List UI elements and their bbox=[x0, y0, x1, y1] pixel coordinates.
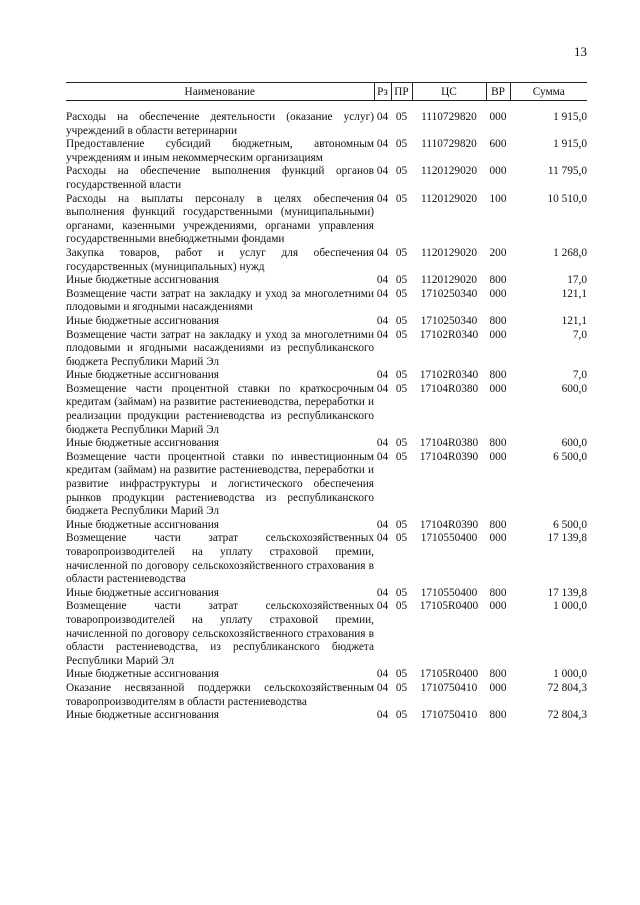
row-name: Иные бюджетные ассигнования bbox=[66, 709, 219, 722]
table-row bbox=[66, 274, 587, 288]
row-pr: 05 bbox=[395, 382, 408, 395]
column-header-vr: ВР bbox=[486, 83, 510, 101]
row-vr: 000 bbox=[489, 165, 507, 178]
row-cs: 17104R0390 bbox=[419, 518, 479, 531]
row-vr: 000 bbox=[489, 532, 507, 545]
row-name: Иные бюджетные ассигнования bbox=[66, 668, 219, 681]
row-vr: 800 bbox=[489, 668, 507, 681]
table-row bbox=[66, 437, 587, 451]
row-sum: 17 139,8 bbox=[547, 532, 587, 545]
row-name: Возмещение части затрат сельскохозяйственных товаропроизводителей на уплату страховой премии, начисленной по договору сельскохозяйственного страхования в области растениеводства, из республиканского бюджета Республики Марий Эл bbox=[66, 600, 374, 667]
row-vr: 100 bbox=[489, 192, 507, 205]
row-rz: 04 bbox=[376, 314, 389, 327]
row-pr: 05 bbox=[395, 450, 408, 463]
row-vr: 800 bbox=[489, 586, 507, 599]
row-cs: 17102R0340 bbox=[419, 328, 479, 341]
row-cs: 1710550400 bbox=[420, 586, 478, 599]
row-vr: 200 bbox=[489, 246, 507, 259]
row-pr: 05 bbox=[395, 192, 408, 205]
row-pr: 05 bbox=[395, 246, 408, 259]
row-name: Оказание несвязанной поддержки сельскохозяйственным товаропроизводителям в области растениеводства bbox=[66, 681, 374, 708]
row-vr: 000 bbox=[489, 600, 507, 613]
row-cs: 1710550400 bbox=[420, 532, 478, 545]
row-name: Возмещение части процентной ставки по инвестиционным кредитам (займам) на развитие растениеводства, переработки и развитие инфраструктуры и логистического обеспечения рынков продукции растениеводства из республиканского бюджета Республики Марий Эл bbox=[66, 450, 374, 518]
row-vr: 000 bbox=[489, 681, 507, 694]
row-sum: 7,0 bbox=[572, 369, 587, 382]
row-name: Иные бюджетные ассигнования bbox=[66, 437, 219, 450]
table-row bbox=[66, 532, 587, 586]
row-name: Предоставление субсидий бюджетным, автономным учреждениям и иным некоммерческим организациям bbox=[66, 138, 374, 164]
row-rz: 04 bbox=[376, 668, 389, 681]
row-name: Возмещение части затрат сельскохозяйственных товаропроизводителей на уплату страховой премии, начисленной по договору сельскохозяйственного страхования в области растениеводства bbox=[66, 532, 374, 586]
row-pr: 05 bbox=[395, 287, 408, 300]
row-rz: 04 bbox=[376, 709, 389, 722]
row-pr: 05 bbox=[395, 369, 408, 382]
row-vr: 000 bbox=[489, 111, 507, 123]
row-vr: 800 bbox=[489, 369, 507, 382]
row-vr: 800 bbox=[489, 314, 507, 327]
row-rz: 04 bbox=[376, 518, 389, 531]
row-sum: 1 000,0 bbox=[553, 668, 587, 681]
row-sum: 121,1 bbox=[561, 314, 587, 327]
row-cs: 1120129020 bbox=[420, 165, 478, 178]
row-name: Закупка товаров, работ и услуг для обеспечения государственных (муниципальных) нужд bbox=[66, 246, 374, 273]
row-pr: 05 bbox=[395, 668, 408, 681]
row-cs: 1710750410 bbox=[420, 709, 478, 722]
row-cs: 1120129020 bbox=[420, 192, 478, 205]
row-pr: 05 bbox=[395, 518, 408, 531]
row-rz: 04 bbox=[376, 450, 389, 463]
row-pr: 05 bbox=[395, 437, 408, 450]
row-cs: 1710250340 bbox=[420, 314, 478, 327]
table-row bbox=[66, 519, 587, 533]
table-row bbox=[66, 193, 587, 247]
table-row bbox=[66, 138, 587, 165]
row-sum: 17,0 bbox=[567, 274, 587, 287]
row-rz: 04 bbox=[376, 586, 389, 599]
row-sum: 1 000,0 bbox=[553, 600, 587, 613]
column-header-pr: ПР bbox=[391, 83, 412, 101]
table-row bbox=[66, 451, 587, 519]
row-pr: 05 bbox=[395, 532, 408, 545]
table-row bbox=[66, 383, 587, 437]
row-rz: 04 bbox=[376, 437, 389, 450]
row-name: Расходы на обеспечение выполнения функций органов государственной власти bbox=[66, 165, 374, 191]
column-header-sum: Сумма bbox=[510, 83, 587, 101]
row-sum: 6 500,0 bbox=[553, 450, 587, 463]
row-name: Возмещение части процентной ставки по краткосрочным кредитам (займам) на развитие растениеводства, переработки и реализации продукции растениеводства из республиканского бюджета Республики Марий Эл bbox=[66, 382, 374, 436]
table-row bbox=[66, 587, 587, 601]
row-pr: 05 bbox=[395, 314, 408, 327]
row-sum: 10 510,0 bbox=[547, 192, 587, 205]
row-vr: 000 bbox=[489, 287, 507, 300]
row-pr: 05 bbox=[395, 111, 408, 123]
row-name: Иные бюджетные ассигнования bbox=[66, 274, 219, 287]
row-name: Иные бюджетные ассигнования bbox=[66, 314, 219, 327]
row-vr: 600 bbox=[489, 138, 507, 151]
row-vr: 800 bbox=[489, 437, 507, 450]
row-cs: 1110729820 bbox=[421, 138, 477, 151]
row-rz: 04 bbox=[376, 274, 389, 287]
row-pr: 05 bbox=[395, 709, 408, 722]
table-row bbox=[66, 369, 587, 383]
row-rz: 04 bbox=[376, 246, 389, 259]
row-cs: 17102R0340 bbox=[419, 369, 479, 382]
row-sum: 1 268,0 bbox=[553, 246, 587, 259]
row-cs: 17104R0390 bbox=[419, 450, 479, 463]
row-name: Возмещение части затрат на закладку и уход за многолетними плодовыми и ягодными насаждениями из республиканского бюджета Республики Марий Эл bbox=[66, 328, 374, 368]
row-vr: 800 bbox=[489, 274, 507, 287]
table-row bbox=[66, 709, 587, 723]
column-header-rz: Рз bbox=[374, 83, 391, 101]
row-cs: 1710750410 bbox=[420, 681, 478, 694]
row-pr: 05 bbox=[395, 138, 408, 151]
row-cs: 17104R0380 bbox=[419, 437, 479, 450]
row-cs: 1110729820 bbox=[421, 111, 477, 123]
row-sum: 6 500,0 bbox=[553, 518, 587, 531]
row-sum: 17 139,8 bbox=[547, 586, 587, 599]
row-rz: 04 bbox=[376, 111, 389, 123]
row-rz: 04 bbox=[376, 138, 389, 151]
row-rz: 04 bbox=[376, 600, 389, 613]
row-pr: 05 bbox=[395, 328, 408, 341]
row-vr: 000 bbox=[489, 382, 507, 395]
row-sum: 121,1 bbox=[561, 287, 587, 300]
row-pr: 05 bbox=[395, 274, 408, 287]
table-row bbox=[66, 682, 587, 709]
table-row bbox=[66, 247, 587, 274]
row-cs: 17105R0400 bbox=[419, 600, 479, 613]
row-rz: 04 bbox=[376, 369, 389, 382]
row-pr: 05 bbox=[395, 586, 408, 599]
table-body bbox=[66, 101, 587, 723]
budget-table bbox=[66, 82, 587, 723]
row-rz: 04 bbox=[376, 192, 389, 205]
row-sum: 7,0 bbox=[572, 328, 587, 341]
row-name: Иные бюджетные ассигнования bbox=[66, 518, 219, 531]
row-pr: 05 bbox=[395, 600, 408, 613]
row-vr: 000 bbox=[489, 450, 507, 463]
row-rz: 04 bbox=[376, 165, 389, 178]
row-sum: 72 804,3 bbox=[547, 709, 587, 722]
row-rz: 04 bbox=[376, 287, 389, 300]
table-row bbox=[66, 101, 587, 139]
table-header bbox=[66, 83, 587, 101]
row-cs: 1710250340 bbox=[420, 287, 478, 300]
table-row bbox=[66, 600, 587, 668]
row-cs: 17105R0400 bbox=[419, 668, 479, 681]
row-pr: 05 bbox=[395, 165, 408, 178]
row-vr: 000 bbox=[489, 328, 507, 341]
table-row bbox=[66, 288, 587, 315]
row-cs: 1120129020 bbox=[420, 274, 478, 287]
page-number: 13 bbox=[574, 44, 587, 59]
row-name: Иные бюджетные ассигнования bbox=[66, 586, 219, 599]
row-vr: 800 bbox=[489, 518, 507, 531]
row-rz: 04 bbox=[376, 532, 389, 545]
row-sum: 72 804,3 bbox=[547, 681, 587, 694]
row-pr: 05 bbox=[395, 681, 408, 694]
table-row bbox=[66, 329, 587, 370]
table-row bbox=[66, 315, 587, 329]
column-header-name: Наименование bbox=[66, 83, 374, 101]
row-name: Расходы на обеспечение деятельности (оказание услуг) учреждений в области ветеринарии bbox=[66, 111, 374, 137]
row-sum: 600,0 bbox=[561, 382, 587, 395]
row-cs: 1120129020 bbox=[420, 246, 478, 259]
row-rz: 04 bbox=[376, 681, 389, 694]
row-name: Иные бюджетные ассигнования bbox=[66, 369, 219, 382]
table-row bbox=[66, 668, 587, 682]
row-name: Возмещение части затрат на закладку и уход за многолетними плодовыми и ягодными насаждениями bbox=[66, 287, 374, 314]
row-rz: 04 bbox=[376, 328, 389, 341]
row-rz: 04 bbox=[376, 382, 389, 395]
row-sum: 11 795,0 bbox=[547, 165, 587, 178]
row-sum: 1 915,0 bbox=[553, 111, 587, 123]
column-header-cs: ЦС bbox=[412, 83, 486, 101]
row-sum: 600,0 bbox=[561, 437, 587, 450]
table-row bbox=[66, 165, 587, 192]
row-cs: 17104R0380 bbox=[419, 382, 479, 395]
row-sum: 1 915,0 bbox=[553, 138, 587, 151]
row-name: Расходы на выплаты персоналу в целях обеспечения выполнения функций государственными (муниципальными) органами, казенными учреждениями, органами управления государственными внебюджетными фондами bbox=[66, 192, 374, 246]
row-vr: 800 bbox=[489, 709, 507, 722]
